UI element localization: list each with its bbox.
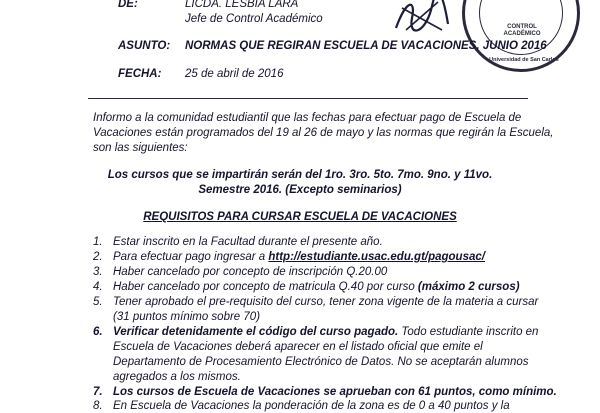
official-seal-stamp [462,0,580,72]
list-item-continuation: Escuela de Vacaciones deberá aparecer en el listado oficial que emite el [113,341,483,353]
from-title: Jefe de Control Académico [185,13,323,25]
intro-line-2: Vacaciones están programados del 19 al 26 de mayo y las normas que regirán la Escuela, [93,127,554,139]
list-item-number: 6. [93,326,103,338]
subject-text: NORMAS QUE REGIRAN ESCUELA DE VACACIONES, JUNIO 2016 [185,40,547,52]
payment-instruction: Para efectuar pago ingresar a [113,251,269,263]
list-item-number: 1. [93,236,103,248]
subject-label: ASUNTO: [118,40,171,52]
list-item-text [113,325,538,339]
header-divider [88,98,528,99]
list-item-continuation: agregados a los mismos. [113,371,241,383]
max-courses-note: (máximo 2 cursos) [417,281,520,293]
seal-bottom-text: Universidad de San Carlos [489,57,559,63]
verify-code-notice: Verificar detenidamente el código del curso pagado. [113,326,399,338]
list-item-number: 3. [93,266,103,278]
signature-scribble [392,0,452,40]
from-label: DE: [118,0,138,10]
intro-line-1: Informo a la comunidad estudiantil que las fechas para efectuar pago de Escuela de [93,112,522,124]
courses-line-1: Los cursos que se impartirán serán del 1ro. 3ro. 5to. 7mo. 9no. y 11vo. [107,169,493,181]
date-label: FECHA: [118,68,162,80]
list-item-text: Los cursos de Escuela de Vacaciones se aprueban con 61 puntos, como mínimo. [113,386,557,398]
payment-portal-link[interactable]: http://estudiante.usac.edu.gt/pagousac/ [268,251,485,263]
seal-line-1: CONTROL [507,24,537,30]
from-name: LICDA. LESBIA LARA [185,0,299,10]
list-item-number: 8. [93,400,103,412]
list-item-number: 7. [93,386,103,398]
date-value: 25 de abril de 2016 [185,68,284,80]
list-item-text [113,250,485,264]
intro-line-3: son las siguientes: [93,142,188,154]
seal-line-2: ACADÉMICO [503,31,541,37]
enrollment-fee-text: Haber cancelado por concepto de matricula Q.40 por curso [113,281,418,293]
courses-line-2: Semestre 2016. (Excepto seminarios) [198,184,402,196]
list-item-number: 4. [93,281,103,293]
list-item-text: Tener aprobado el pre-requisito del curso, tener zona vigente de la materia a cursar [113,296,539,308]
list-item-text [113,280,520,294]
list-item-continuation: (31 puntos mínimo sobre 70) [113,311,261,323]
enrolled-student-text: Todo estudiante inscrito en [398,326,539,338]
list-item-text: Estar inscrito en la Facultad durante el presente año. [113,236,383,248]
requirements-heading: REQUISITOS PARA CURSAR ESCUELA DE VACACIONES [143,211,457,223]
list-item-continuation: Departamento de Procesamiento Electrónico de Datos. No se aceptarán alumnos [113,356,529,368]
list-item-number: 2. [93,251,103,263]
list-item-number: 5. [93,296,103,308]
list-item-text: En Escuela de Vacaciones la ponderación de la zona es de 0 a 40 puntos y la [113,400,510,412]
list-item-text: Haber cancelado por concepto de inscripción Q.20.00 [113,266,388,278]
